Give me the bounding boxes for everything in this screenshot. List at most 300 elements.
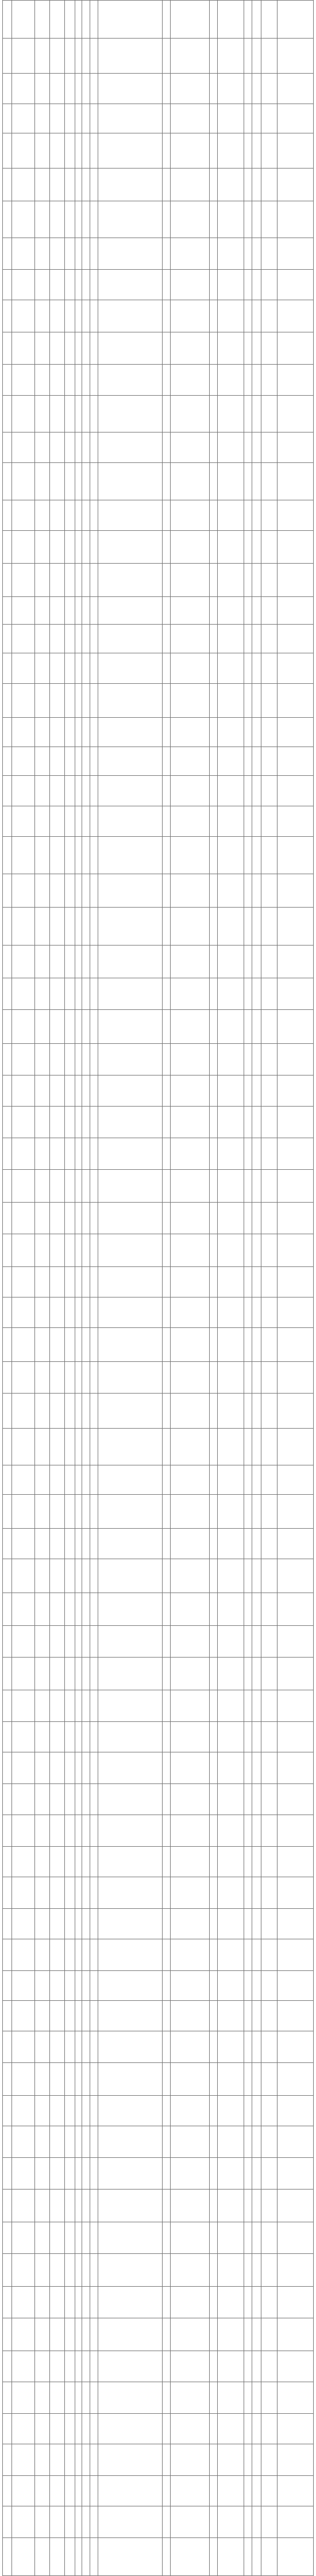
table-cell	[278, 653, 314, 683]
table-cell	[82, 332, 90, 365]
table-cell	[82, 1202, 90, 1234]
row-number-cell	[3, 463, 12, 500]
table-cell	[244, 1528, 252, 1559]
table-cell	[90, 1877, 98, 1908]
table-cell	[82, 717, 90, 747]
basis-detail-cell	[171, 1, 210, 39]
table-row	[3, 2506, 314, 2538]
remark-cell	[261, 432, 278, 462]
legal-basis-cell	[98, 684, 163, 718]
table-cell	[244, 563, 252, 597]
table-cell	[252, 1908, 261, 1939]
table-cell	[35, 1690, 50, 1721]
item-name-cell	[12, 1721, 35, 1752]
table-cell	[82, 625, 90, 653]
table-cell	[163, 2158, 171, 2190]
table-row	[3, 837, 314, 874]
table-cell	[252, 238, 261, 270]
row-number-cell	[3, 2158, 12, 2190]
table-cell	[218, 432, 244, 462]
table-cell	[278, 1428, 314, 1465]
table-cell	[90, 1044, 98, 1075]
table-cell	[218, 1690, 244, 1721]
table-cell	[65, 837, 75, 874]
legal-basis-cell	[98, 747, 163, 776]
table-cell	[210, 1784, 218, 1815]
item-name-cell	[12, 1752, 35, 1784]
table-cell	[35, 717, 50, 747]
table-cell	[82, 1939, 90, 1971]
table-cell	[244, 1075, 252, 1106]
table-cell	[210, 2538, 218, 2576]
row-number-cell	[3, 1202, 12, 1234]
table-cell	[65, 2222, 75, 2254]
table-cell	[252, 2031, 261, 2062]
legal-basis-cell	[98, 874, 163, 908]
row-number-cell	[3, 238, 12, 270]
row-number-cell	[3, 563, 12, 597]
table-cell	[75, 1297, 82, 1327]
table-cell	[35, 625, 50, 653]
table-cell	[252, 2158, 261, 2190]
basis-detail-cell	[171, 1138, 210, 1169]
table-cell	[82, 1169, 90, 1202]
table-cell	[82, 653, 90, 683]
item-name-cell	[12, 2095, 35, 2126]
table-row	[3, 806, 314, 837]
remark-cell	[261, 1593, 278, 1625]
table-cell	[65, 39, 75, 74]
table-cell	[90, 1465, 98, 1494]
table-cell	[75, 39, 82, 74]
table-cell	[82, 365, 90, 395]
table-cell	[163, 1971, 171, 2000]
table-cell	[163, 1625, 171, 1657]
table-cell	[163, 775, 171, 806]
table-cell	[210, 563, 218, 597]
table-row	[3, 1846, 314, 1877]
table-cell	[35, 395, 50, 432]
table-cell	[82, 238, 90, 270]
table-cell	[252, 1559, 261, 1593]
table-cell	[35, 1721, 50, 1752]
table-cell	[163, 1846, 171, 1877]
table-cell	[75, 2031, 82, 2062]
table-cell	[163, 104, 171, 133]
table-cell	[65, 563, 75, 597]
table-cell	[244, 39, 252, 74]
legal-basis-cell	[98, 1752, 163, 1784]
table-cell	[50, 1010, 65, 1044]
table-cell	[35, 1202, 50, 1234]
table-cell	[278, 1106, 314, 1138]
item-name-cell	[12, 2063, 35, 2096]
table-cell	[163, 1784, 171, 1815]
item-name-cell	[12, 806, 35, 837]
table-cell	[278, 1846, 314, 1877]
table-cell	[210, 1297, 218, 1327]
table-cell	[244, 1559, 252, 1593]
table-cell	[65, 270, 75, 300]
table-cell	[82, 270, 90, 300]
table-cell	[244, 1297, 252, 1327]
table-row	[3, 463, 314, 500]
table-cell	[252, 1721, 261, 1752]
table-cell	[163, 365, 171, 395]
table-cell	[50, 1234, 65, 1266]
basis-detail-cell	[171, 1752, 210, 1784]
table-cell	[210, 1266, 218, 1297]
table-cell	[82, 946, 90, 978]
table-row	[3, 2222, 314, 2254]
row-number-cell	[3, 1939, 12, 1971]
table-cell	[244, 2126, 252, 2158]
remark-cell	[261, 1846, 278, 1877]
table-cell	[82, 1877, 90, 1908]
item-name-cell	[12, 1495, 35, 1529]
item-name-cell	[12, 530, 35, 563]
table-cell	[278, 1495, 314, 1529]
legal-basis-cell	[98, 332, 163, 365]
remark-cell	[261, 2538, 278, 2576]
table-cell	[244, 1138, 252, 1169]
table-cell	[35, 1495, 50, 1529]
table-cell	[75, 1361, 82, 1393]
basis-detail-cell	[171, 1559, 210, 1593]
table-cell	[65, 1138, 75, 1169]
table-cell	[90, 2475, 98, 2506]
item-name-cell	[12, 1784, 35, 1815]
basis-detail-cell	[171, 2063, 210, 2096]
row-number-cell	[3, 104, 12, 133]
table-cell	[50, 597, 65, 625]
row-number-cell	[3, 775, 12, 806]
table-cell	[50, 563, 65, 597]
table-cell	[210, 2095, 218, 2126]
table-cell	[244, 908, 252, 946]
basis-detail-cell	[171, 747, 210, 776]
table-cell	[218, 874, 244, 908]
table-cell	[163, 1939, 171, 1971]
table-cell	[82, 1690, 90, 1721]
table-row	[3, 1361, 314, 1393]
table-cell	[75, 2063, 82, 2096]
legal-basis-cell	[98, 1465, 163, 1494]
table-cell	[50, 2475, 65, 2506]
table-cell	[90, 1908, 98, 1939]
row-number-cell	[3, 2475, 12, 2506]
table-cell	[210, 837, 218, 874]
remark-cell	[261, 39, 278, 74]
row-number-cell	[3, 1044, 12, 1075]
table-cell	[244, 104, 252, 133]
table-cell	[278, 2413, 314, 2444]
table-cell	[163, 747, 171, 776]
table-cell	[278, 2382, 314, 2413]
table-cell	[210, 1044, 218, 1075]
table-row	[3, 1428, 314, 1465]
table-cell	[163, 1465, 171, 1494]
table-cell	[75, 653, 82, 683]
table-cell	[75, 133, 82, 169]
table-cell	[278, 2475, 314, 2506]
table-cell	[65, 168, 75, 201]
table-cell	[218, 2382, 244, 2413]
row-number-cell	[3, 2254, 12, 2287]
table-cell	[82, 1010, 90, 1044]
table-cell	[278, 39, 314, 74]
table-cell	[65, 2190, 75, 2222]
table-cell	[35, 2000, 50, 2031]
table-cell	[278, 73, 314, 104]
table-cell	[244, 1752, 252, 1784]
basis-detail-cell	[171, 837, 210, 874]
legal-basis-cell	[98, 104, 163, 133]
remark-cell	[261, 1202, 278, 1234]
table-cell	[252, 1528, 261, 1559]
table-cell	[163, 1106, 171, 1138]
table-cell	[35, 2095, 50, 2126]
table-cell	[35, 978, 50, 1010]
remark-cell	[261, 201, 278, 238]
table-cell	[82, 775, 90, 806]
table-cell	[278, 978, 314, 1010]
table-cell	[278, 1593, 314, 1625]
table-cell	[82, 2000, 90, 2031]
table-cell	[75, 463, 82, 500]
item-name-cell	[12, 775, 35, 806]
table-cell	[278, 717, 314, 747]
table-cell	[218, 1044, 244, 1075]
row-number-cell	[3, 837, 12, 874]
table-row	[3, 1815, 314, 1846]
basis-detail-cell	[171, 653, 210, 683]
basis-detail-cell	[171, 365, 210, 395]
table-cell	[65, 2444, 75, 2475]
table-cell	[50, 365, 65, 395]
table-cell	[218, 1657, 244, 1690]
table-cell	[82, 908, 90, 946]
remark-cell	[261, 2095, 278, 2126]
row-number-cell	[3, 2444, 12, 2475]
table-row	[3, 1877, 314, 1908]
table-cell	[252, 1266, 261, 1297]
table-cell	[210, 1361, 218, 1393]
table-cell	[82, 1106, 90, 1138]
table-cell	[35, 2031, 50, 2062]
table-cell	[90, 625, 98, 653]
table-cell	[252, 1106, 261, 1138]
item-name-cell	[12, 238, 35, 270]
legal-basis-cell	[98, 1361, 163, 1393]
remark-cell	[261, 1657, 278, 1690]
table-cell	[244, 747, 252, 776]
table-cell	[252, 2287, 261, 2318]
table-cell	[244, 1908, 252, 1939]
item-name-cell	[12, 2254, 35, 2287]
basis-detail-cell	[171, 946, 210, 978]
table-row	[3, 2444, 314, 2475]
table-cell	[35, 1815, 50, 1846]
table-cell	[210, 1106, 218, 1138]
item-name-cell	[12, 2158, 35, 2190]
table-row	[3, 563, 314, 597]
table-cell	[163, 1815, 171, 1846]
table-cell	[210, 1752, 218, 1784]
table-cell	[163, 1328, 171, 1362]
table-cell	[278, 1815, 314, 1846]
table-cell	[278, 463, 314, 500]
table-cell	[163, 1234, 171, 1266]
legal-basis-cell	[98, 2444, 163, 2475]
table-row	[3, 1010, 314, 1044]
remark-cell	[261, 806, 278, 837]
table-cell	[218, 39, 244, 74]
table-cell	[65, 1593, 75, 1625]
table-cell	[163, 1593, 171, 1625]
table-cell	[35, 2351, 50, 2382]
table-cell	[163, 2506, 171, 2538]
legal-basis-cell	[98, 1908, 163, 1939]
table-cell	[210, 500, 218, 530]
table-cell	[244, 2538, 252, 2576]
table-cell	[163, 2287, 171, 2318]
table-cell	[75, 625, 82, 653]
table-cell	[50, 1939, 65, 1971]
table-cell	[82, 432, 90, 462]
table-cell	[210, 1010, 218, 1044]
table-cell	[50, 1971, 65, 2000]
basis-detail-cell	[171, 1075, 210, 1106]
table-cell	[50, 1393, 65, 1428]
table-row	[3, 530, 314, 563]
table-cell	[50, 2190, 65, 2222]
table-cell	[278, 946, 314, 978]
row-number-cell	[3, 1877, 12, 1908]
basis-detail-cell	[171, 104, 210, 133]
table-cell	[65, 2413, 75, 2444]
table-cell	[75, 806, 82, 837]
row-number-cell	[3, 1169, 12, 1202]
remark-cell	[261, 1528, 278, 1559]
table-cell	[75, 1528, 82, 1559]
basis-detail-cell	[171, 2382, 210, 2413]
table-cell	[210, 73, 218, 104]
table-row	[3, 133, 314, 169]
table-cell	[82, 2475, 90, 2506]
table-cell	[90, 2254, 98, 2287]
remark-cell	[261, 2382, 278, 2413]
table-cell	[90, 332, 98, 365]
table-cell	[244, 2382, 252, 2413]
table-cell	[35, 1657, 50, 1690]
table-cell	[35, 238, 50, 270]
table-cell	[50, 332, 65, 365]
table-row	[3, 1908, 314, 1939]
table-cell	[210, 597, 218, 625]
table-cell	[244, 1044, 252, 1075]
table-cell	[210, 2222, 218, 2254]
table-cell	[90, 1361, 98, 1393]
table-cell	[35, 2126, 50, 2158]
table-cell	[218, 1361, 244, 1393]
item-name-cell	[12, 1, 35, 39]
table-cell	[50, 1075, 65, 1106]
table-cell	[90, 1528, 98, 1559]
table-cell	[50, 908, 65, 946]
table-row	[3, 2031, 314, 2062]
remark-cell	[261, 717, 278, 747]
table-cell	[90, 1593, 98, 1625]
table-cell	[218, 2538, 244, 2576]
table-cell	[163, 978, 171, 1010]
table-cell	[252, 1877, 261, 1908]
row-number-cell	[3, 2126, 12, 2158]
table-cell	[163, 300, 171, 332]
table-cell	[278, 747, 314, 776]
table-cell	[75, 2318, 82, 2351]
table-row	[3, 238, 314, 270]
basis-detail-cell	[171, 133, 210, 169]
row-number-cell	[3, 653, 12, 683]
remark-cell	[261, 104, 278, 133]
table-cell	[252, 1465, 261, 1494]
table-cell	[278, 500, 314, 530]
table-cell	[218, 1297, 244, 1327]
table-cell	[244, 365, 252, 395]
table-cell	[75, 365, 82, 395]
table-cell	[244, 463, 252, 500]
basis-detail-cell	[171, 625, 210, 653]
table-cell	[35, 563, 50, 597]
table-cell	[278, 1297, 314, 1327]
table-cell	[163, 2382, 171, 2413]
table-cell	[90, 168, 98, 201]
table-cell	[218, 168, 244, 201]
table-cell	[65, 2000, 75, 2031]
basis-detail-cell	[171, 1939, 210, 1971]
table-cell	[65, 1266, 75, 1297]
table-cell	[244, 2475, 252, 2506]
table-cell	[90, 2063, 98, 2096]
item-name-cell	[12, 39, 35, 74]
legal-basis-cell	[98, 1010, 163, 1044]
legal-basis-cell	[98, 2158, 163, 2190]
table-cell	[82, 1361, 90, 1393]
table-cell	[244, 1690, 252, 1721]
legal-basis-cell	[98, 2538, 163, 2576]
table-cell	[75, 1690, 82, 1721]
table-cell	[210, 168, 218, 201]
table-cell	[65, 2351, 75, 2382]
table-cell	[65, 2538, 75, 2576]
table-row	[3, 908, 314, 946]
table-cell	[278, 2000, 314, 2031]
table-cell	[218, 133, 244, 169]
row-number-cell	[3, 717, 12, 747]
remark-cell	[261, 1010, 278, 1044]
table-cell	[35, 270, 50, 300]
legal-basis-cell	[98, 1266, 163, 1297]
item-name-cell	[12, 1138, 35, 1169]
table-row	[3, 625, 314, 653]
table-cell	[75, 1752, 82, 1784]
table-cell	[65, 73, 75, 104]
row-number-cell	[3, 1010, 12, 1044]
table-cell	[218, 1784, 244, 1815]
table-row	[3, 332, 314, 365]
table-cell	[90, 563, 98, 597]
